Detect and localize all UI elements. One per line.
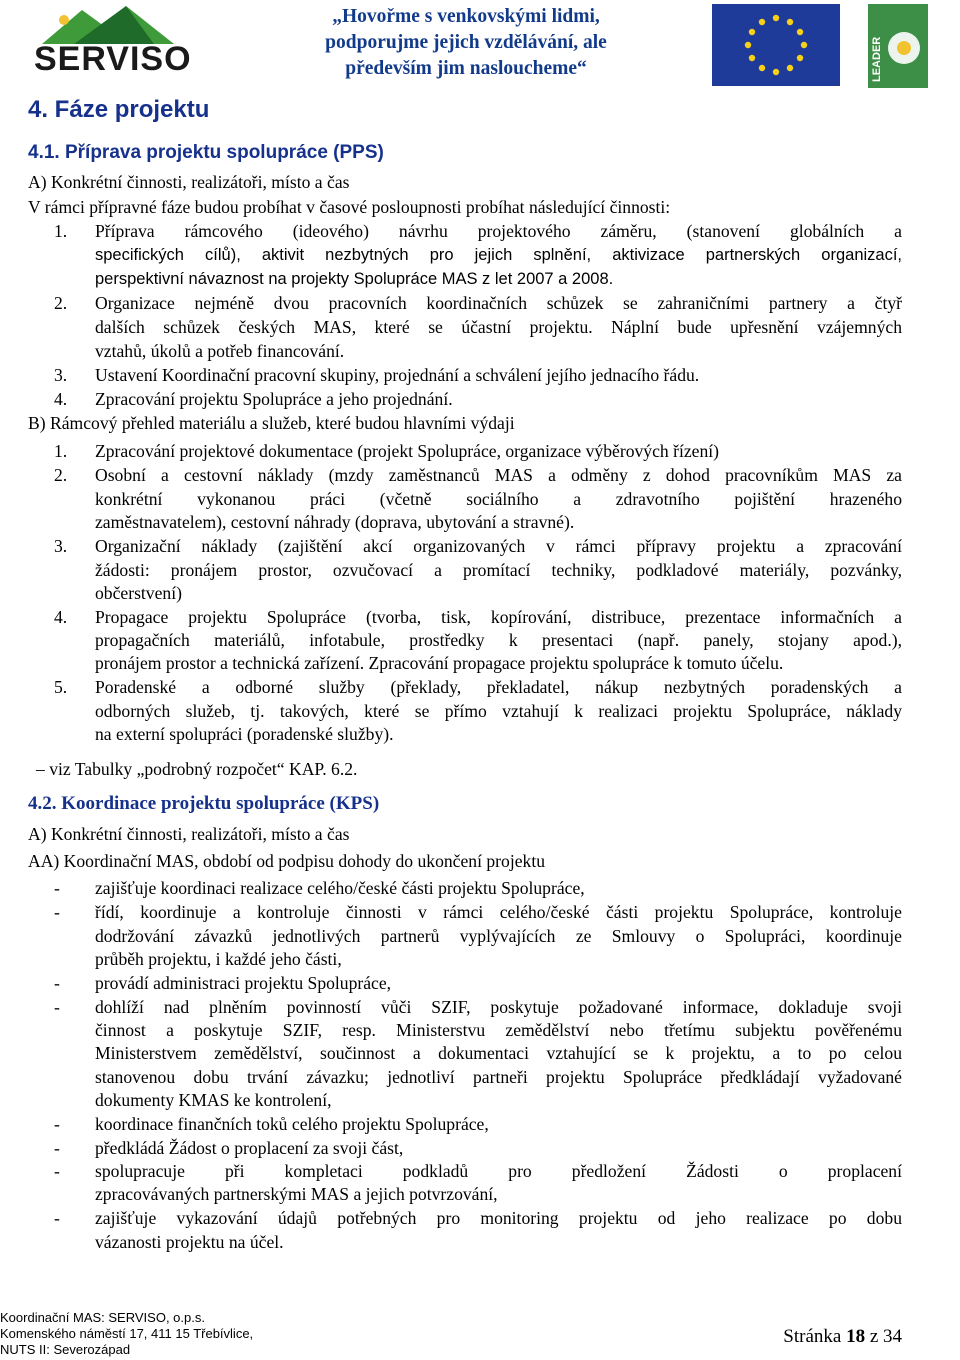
list-item-line: Poradenské a odborné služby (překlady, překladatel, nákup nezbytných poradenských a [95, 677, 902, 697]
list-item-line: Ustavení Koordinační pracovní skupiny, projednání a schválení jejího jednacího řádu. [95, 365, 700, 385]
bullet-dash: - [54, 1208, 60, 1228]
footer-line: Koordinační MAS: SERVISO, o.p.s. [0, 1310, 205, 1325]
motto-line: podporujme jejich vzdělávání, ale [325, 32, 607, 53]
list-item-line: pronájem prostor a technická zařízení. Zpracování propagace projektu spolupráce k tomuto účelu. [95, 653, 784, 673]
list-item-line: Organizační náklady (zajištění akcí organizovaných v rámci přípravy projektu a zpracování [95, 536, 902, 556]
a-heading: A) Konkrétní činnosti, realizátoři, místo a čas [28, 824, 350, 844]
page-current: 18 [846, 1326, 866, 1347]
bullet-dash: - [54, 878, 60, 898]
bullet-line: zpracovávaných partnerskými MAS a jejich potvrzování, [95, 1184, 498, 1204]
a-heading: A) Konkrétní činnosti, realizátoři, místo a čas [28, 172, 350, 192]
b-heading: B) Rámcový přehled materiálu a služeb, které budou hlavními výdaji [28, 413, 515, 433]
bullet-dash: - [54, 997, 60, 1017]
list-number: 2. [54, 465, 68, 485]
list-number: 2. [54, 293, 68, 313]
bullet-line: dodržování závazků jednotlivých partnerů vyplývajících ze Smlouvy o Spolupráci, koordinuje [95, 926, 902, 946]
list-item-line: konkrétní vykonanou práci (včetně sociálního a zdravotního pojištění hrazeného [95, 489, 902, 509]
bullet-line: vázanosti projektu na účel. [95, 1232, 284, 1252]
list-item-line: propagačních materiálů, infotabule, prostředky k presentaci (např. panely, stojany apod.), [95, 630, 902, 650]
list-number: 5. [54, 677, 68, 697]
bullet-line: zajišťuje koordinaci realizace celého/české části projektu Spolupráce, [95, 878, 585, 898]
bullet-line: průběh projektu, i každé jeho části, [95, 949, 342, 969]
list-item-line: specifických cílů), aktivit nezbytných pro jejich splnění, aktivizace partnerských organizací, [95, 246, 902, 264]
bullet-line: provádí administraci projektu Spolupráce, [95, 973, 392, 993]
list-item-line: Organizace nejméně dvou pracovních koordinačních schůzek se zahraničními partnery a čtyř [95, 293, 902, 313]
bullet-dash: - [54, 902, 60, 922]
serviso-logo [34, 2, 214, 80]
eu-flag-icon [712, 4, 840, 86]
header-motto [296, 4, 636, 82]
aa-heading: AA) Koordinační MAS, období od podpisu dohody do ukončení projektu [28, 851, 546, 871]
list-number: 3. [54, 365, 68, 385]
list-item-line: Příprava rámcového (ideového) návrhu projektového záměru, (stanovení globálních a [95, 221, 902, 241]
list-item-line: vztahů, úkolů a potřeb financování. [95, 341, 345, 361]
bullet-line: spolupracuje při kompletaci podkladů pro předložení Žádosti o proplacení [95, 1161, 902, 1181]
bullet-line: činnost a poskytuje SZIF, resp. Ministerstvu zemědělství nebo třetímu subjektu pověřenému [95, 1020, 902, 1040]
bullet-line: Ministerstvem zemědělství, součinnost a dokumentaci vztahující se k projektu, a to po celou [95, 1043, 902, 1063]
list-item-line: zaměstnavatelem), cestovní náhrady (doprava, ubytování a stravné). [95, 512, 575, 532]
intro-text: V rámci přípravné fáze budou probíhat v časové posloupnosti probíhat následující činnosti: [28, 197, 671, 217]
list-item-line: dalších schůzek českých MAS, které se účastní projektu. Náplní bude upřesnění vzájemných [95, 317, 902, 337]
subsection-heading: 4.2. Koordinace projektu spolupráce (KPS) [28, 793, 380, 814]
motto-line: především jim nasloucheme“ [345, 58, 587, 79]
footer-line: Komenského náměstí 17, 411 15 Třebívlice, [0, 1326, 254, 1341]
page-prefix: Stránka [783, 1326, 842, 1347]
bullet-line: dohlíží nad plněním povinností vůči SZIF, poskytuje požadované informace, dokladuje svoji [95, 997, 902, 1017]
list-number: 1. [54, 221, 68, 241]
list-number: 1. [54, 441, 68, 461]
list-item-line: na externí spolupráci (poradenské služby). [95, 724, 394, 744]
list-item-line: žádosti: pronájem prostor, ozvučovací a promítací techniky, podkladové materiály, pozvánky, [95, 560, 902, 580]
footer-line: NUTS II: Severozápad [0, 1342, 131, 1357]
bullet-dash: - [54, 1114, 60, 1134]
leader-logo [868, 4, 928, 88]
motto-line: „Hovořme s venkovskými lidmi, [332, 6, 600, 27]
leader-text: LEADER [871, 36, 883, 82]
bullet-dash: - [54, 1138, 60, 1158]
bullet-dash: - [54, 973, 60, 993]
page-total: 34 [883, 1326, 902, 1347]
list-item-line: Propagace projektu Spolupráce (tvorba, tisk, kopírování, distribuce, prezentace informačních a [95, 607, 902, 627]
bullet-line: koordinace finančních toků celého projektu Spolupráce, [95, 1114, 489, 1134]
bullet-line: stanovenou dobu trvání závazku; jednotliví partneři projektu Spolupráce předkládají vyžadované [95, 1067, 902, 1087]
list-item-line: Zpracování projektu Spolupráce a jeho projednání. [95, 389, 453, 409]
page-mid: z [869, 1326, 879, 1347]
section-heading: 4. Fáze projektu [28, 96, 210, 123]
page-number [783, 1326, 902, 1348]
list-item-line: Zpracování projektové dokumentace (projekt Spolupráce, organizace výběrových řízení) [95, 441, 719, 461]
list-item-line: občerstvení) [95, 583, 182, 603]
list-number: 4. [54, 607, 68, 627]
bullet-line: dokumenty KMAS ke kontrolení, [95, 1090, 332, 1110]
list-number: 3. [54, 536, 68, 556]
bullet-dash: - [54, 1161, 60, 1181]
list-item-line: perspektivní návaznost na projekty Spolupráce MAS z let 2007 a 2008. [95, 270, 614, 288]
list-item-line: Osobní a cestovní náklady (mzdy zaměstnanců MAS a odměny z dohod pracovníkům MAS za [95, 465, 902, 485]
bullet-line: řídí, koordinuje a kontroluje činnosti v rámci celého/české části projektu Spolupráce, kontroluje [95, 902, 902, 922]
subsection-heading: 4.1. Příprava projektu spolupráce (PPS) [28, 142, 384, 163]
bullet-line: zajišťuje vykazování údajů potřebných pro monitoring projektu od jeho realizace po dobu [95, 1208, 902, 1228]
logo-text: SERVISO [34, 40, 192, 78]
list-item-line: odborných služeb, tj. takových, které se přímo vztahují k realizaci projektu Spolupráce, náklady [95, 701, 902, 721]
budget-reference: – viz Tabulky „podrobný rozpočet“ KAP. 6.2. [36, 759, 358, 779]
bullet-line: předkládá Žádost o proplacení za svoji část, [95, 1138, 404, 1158]
list-number: 4. [54, 389, 68, 409]
